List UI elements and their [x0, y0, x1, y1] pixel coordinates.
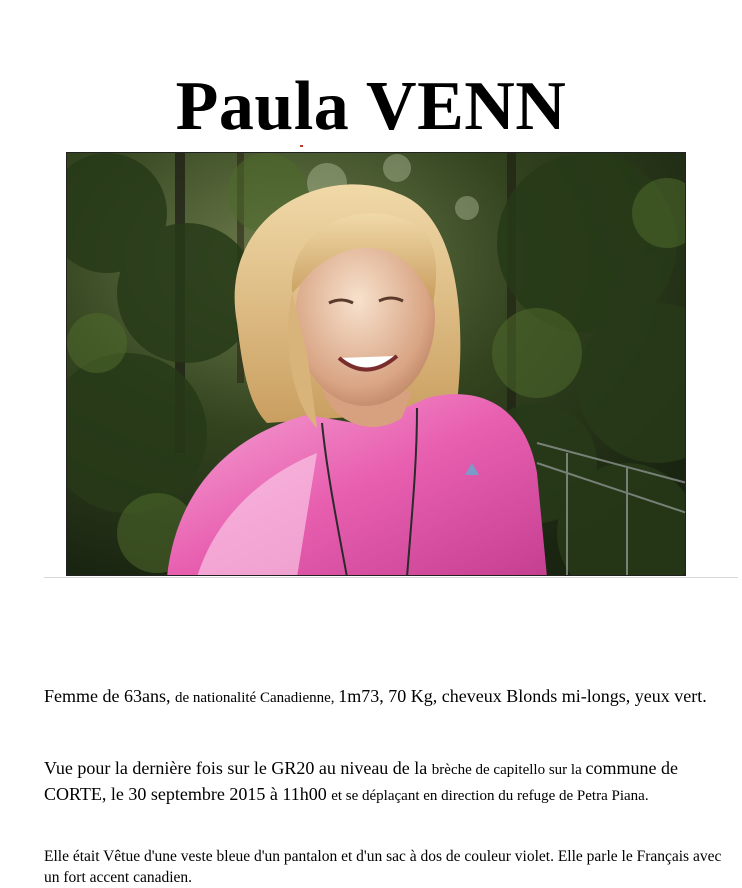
- description-paragraph: [44, 684, 734, 710]
- portrait-photo: [66, 152, 686, 576]
- last-seen-paragraph: [44, 756, 734, 808]
- location-text: brèche de capitello sur la: [431, 762, 586, 778]
- last-seen-text: Vue pour la dernière fois sur le GR20 au niveau de la: [44, 758, 432, 778]
- stray-mark: [300, 145, 303, 147]
- nationality-text: de nationalité Canadienne,: [174, 690, 339, 706]
- portrait-photo-icon: [67, 153, 686, 576]
- page-title: Paula VENN: [175, 67, 567, 145]
- age-text: Femme de 63ans,: [44, 686, 175, 706]
- clothing-paragraph: Elle était Vêtue d'une veste bleue d'un pantalon et d'un sac à dos de couleur violet. Elle parle le Français avec un fort accent canadien.: [44, 848, 722, 886]
- divider: [44, 577, 738, 578]
- date-text: commune de CORTE, le 30 septembre 2015 à 11h00: [44, 758, 678, 804]
- physical-text: 1m73, 70 Kg, cheveux Blonds mi-longs, yeux vert.: [338, 686, 707, 706]
- direction-text: et se déplaçant en direction du refuge de Petra Piana.: [331, 788, 649, 804]
